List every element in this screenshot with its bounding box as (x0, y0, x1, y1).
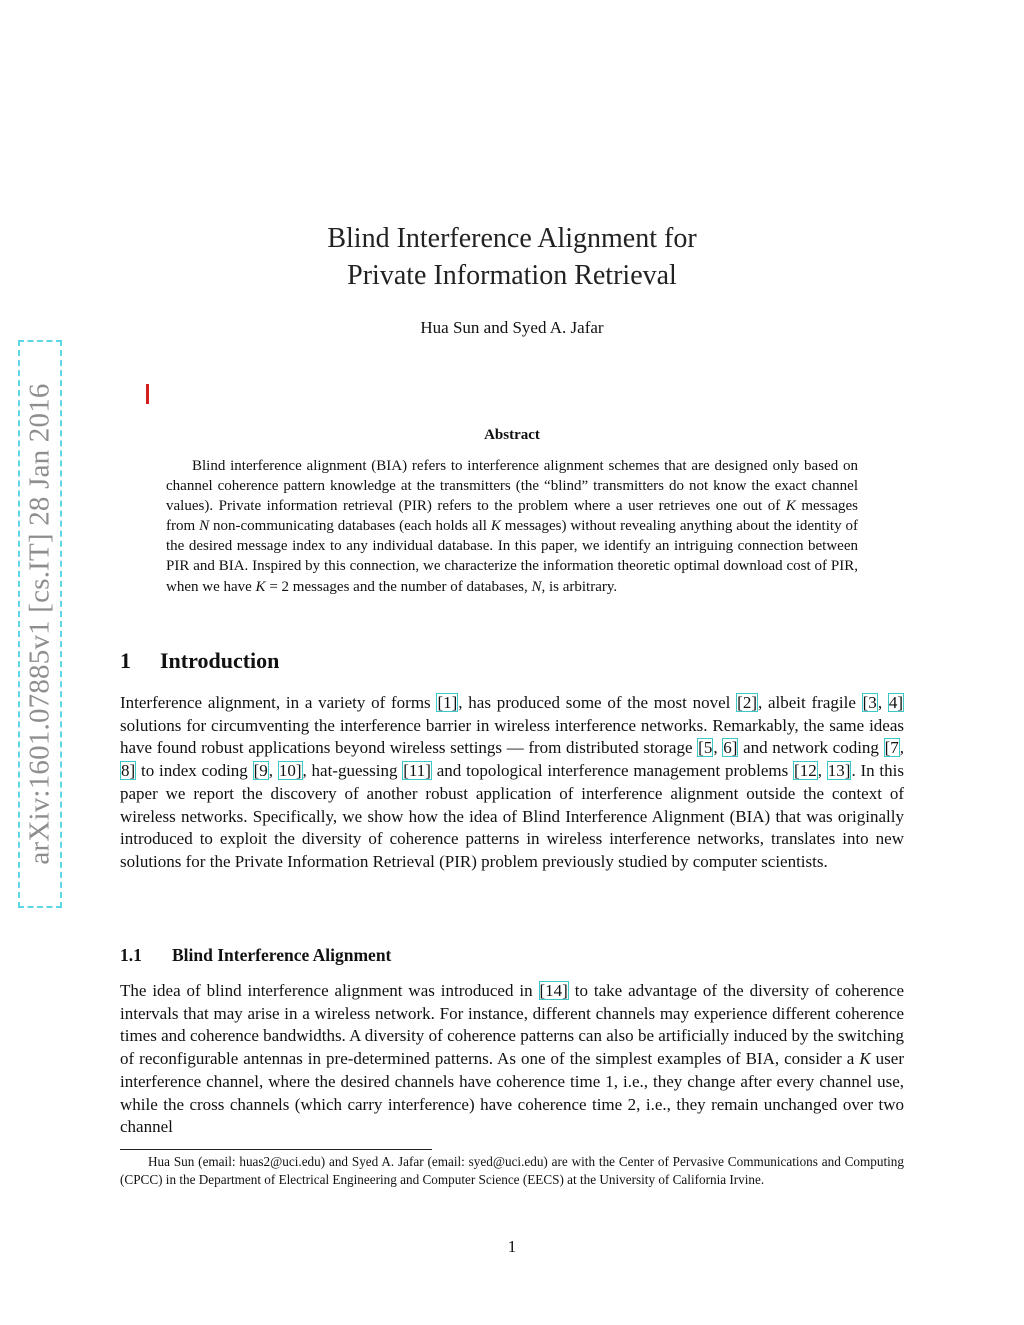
citation-link[interactable]: [7 (884, 738, 899, 758)
footnote: Hua Sun (email: huas2@uci.edu) and Syed A. Jafar (email: syed@uci.edu) are with the Center of Pervasive Communications and Computing (CPCC) in the Department of Electrical Engineering and Computer Science (EECS) at the University of California Irvine. (120, 1154, 904, 1188)
abstract-heading: Abstract (484, 427, 540, 443)
citation-link[interactable]: [3 (862, 693, 877, 712)
abstract-text: Blind interference alignment (BIA) refers to interference alignment schemes that are designed only based on channel coherence pattern knowledge at the transmitters (the “blind” transmitters do not know the exact channel values). Private information retrieval (PIR) refers to the problem where a user retrieves one out of K messages from N non-communicating databases (each holds all K messages) without revealing anything about the identity of the desired message index to any individual database. In this paper, we identify an intriguing connection between PIR and BIA. Inspired by this connection, we characterize the information theoretic optimal download cost of PIR, when we have K = 2 messages and the number of databases, N, is arbitrary. (166, 458, 858, 595)
arxiv-stamp (18, 340, 62, 908)
title-line-2: Private Information Retrieval (347, 260, 677, 291)
citation-link[interactable]: [11] (403, 761, 431, 781)
citation-link[interactable]: 13] (827, 761, 851, 781)
subsection-number: 1.1 (120, 945, 142, 965)
red-margin-mark (146, 384, 149, 404)
footnote-rule (120, 1149, 432, 1150)
citation-link[interactable]: 10] (278, 761, 302, 781)
bia-paragraph: The idea of blind interference alignment was introduced in [14] to take advantage of the diversity of coherence intervals that may arise in a wireless network. For instance, different channels may experience different coherence times and coherence bandwidths. A diversity of coherence patterns can also be artificially induced by the switching of reconfigurable antennas in pre-determined patterns. As one of the simplest examples of BIA, consider a K user interference channel, where the desired channels have coherence time 1, i.e., they change after every channel use, while the cross channels (which carry interference) have coherence time 2, i.e., they remain unchanged over two channel (120, 981, 904, 1137)
subsection-heading-bia (120, 945, 391, 966)
title-line-1: Blind Interference Alignment for (327, 223, 697, 254)
subsection-title: Blind Interference Alignment (172, 945, 392, 965)
authors: Hua Sun and Syed A. Jafar (420, 318, 604, 337)
page-number: 1 (507, 1237, 517, 1256)
citation-link[interactable]: [9 (253, 761, 268, 781)
citation-link[interactable]: [14] (539, 981, 568, 1000)
paper-title (0, 220, 1024, 294)
section-heading-introduction (120, 648, 279, 674)
citation-link[interactable]: [5 (698, 738, 713, 758)
citation-link[interactable]: [1] (437, 693, 458, 712)
citation-link[interactable]: 8] (121, 761, 136, 781)
citation-link[interactable]: [2] (737, 693, 757, 712)
section-number: 1 (120, 648, 131, 673)
citation-link[interactable]: 6] (723, 738, 738, 758)
section-title: Introduction (160, 648, 280, 673)
intro-paragraph: Interference alignment, in a variety of forms [1], has produced some of the most novel [2], albeit fragile [3, 4] solutions for circumventing the interference barrier in wireless interference networks. Remarkably, the same ideas have found robust applications beyond wireless settings — from distributed storage [5, 6] and network coding [7, 8] to index coding [9, 10], hat-guessing [11] and topological interference management problems [12, 13]. In this paper we report the discovery of another robust application of interference alignment outside the context of wireless networks. Specifically, we show how the idea of Blind Interference Alignment (BIA) that was originally introduced to exploit the diversity of coherence patterns in wireless interference networks, translates into new solutions for the Private Information Retrieval (PIR) problem previously studied by computer scientists. (120, 693, 904, 871)
citation-link[interactable]: [12 (794, 761, 817, 781)
citation-link[interactable]: 4] (888, 693, 903, 712)
arxiv-id: arXiv:1601.07885v1 [cs.IT] 28 Jan 2016 (23, 383, 56, 865)
